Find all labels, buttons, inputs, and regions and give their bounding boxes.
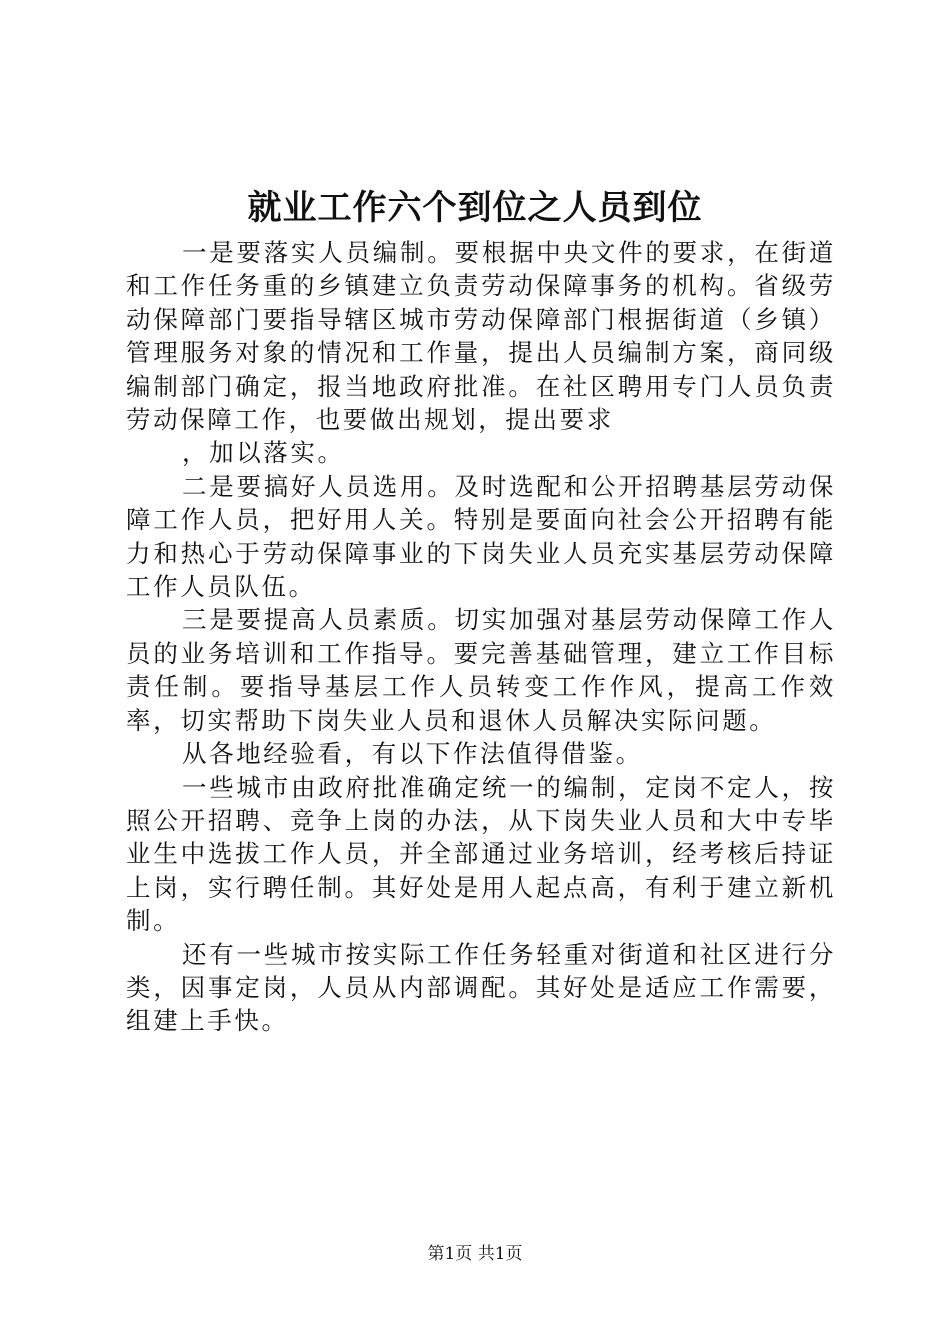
paragraph-staffing-continued: ，加以落实。 xyxy=(182,438,345,468)
paragraph-experience-intro: 从各地经验看，有以下作法值得借鉴。 xyxy=(182,739,643,769)
paragraph-selection: 二是要搞好人员选用。及时选配和公开招聘基层劳动保障工作人员，把好用人关。特别是要面向社会公开招聘有能力和热心于劳动保障事业的下岗失业人员充实基层劳动保障工作人员队伍。 xyxy=(126,471,836,602)
paragraph-practice-two: 还有一些城市按实际工作任务轻重对街道和社区进行分类，因事定岗，人员从内部调配。其好处是适应工作需要，组建上手快。 xyxy=(126,939,836,1036)
paragraph-quality: 三是要提高人员素质。切实加强对基层劳动保障工作人员的业务培训和工作指导。要完善基础管理，建立工作目标责任制。要指导基层工作人员转变工作作风，提高工作效率，切实帮助下岗失业人员和退休人员解决实际问题。 xyxy=(126,605,836,735)
page-footer: 第1页 共1页 xyxy=(427,1244,523,1264)
paragraph-staffing: 一是要落实人员编制。要根据中央文件的要求，在街道和工作任务重的乡镇建立负责劳动保障事务的机构。省级劳动保障部门要指导辖区城市劳动保障部门根据街道（乡镇）管理服务对象的情况和工作量，提出人员编制方案，商同级编制部门确定，报当地政府批准。在社区聘用专门人员负责劳动保障工作，也要做出规划，提出要求 xyxy=(126,238,836,435)
document-title: 就业工作六个到位之人员到位 xyxy=(247,188,703,228)
paragraph-practice-one: 一些城市由政府批准确定统一的编制，定岗不定人，按照公开招聘、竞争上岗的办法，从下岗失业人员和大中专毕业生中选拔工作人员，并全部通过业务培训，经考核后持证上岗，实行聘任制。其好处是用人起点高，有利于建立新机制。 xyxy=(126,772,836,936)
document-body xyxy=(126,236,836,1038)
